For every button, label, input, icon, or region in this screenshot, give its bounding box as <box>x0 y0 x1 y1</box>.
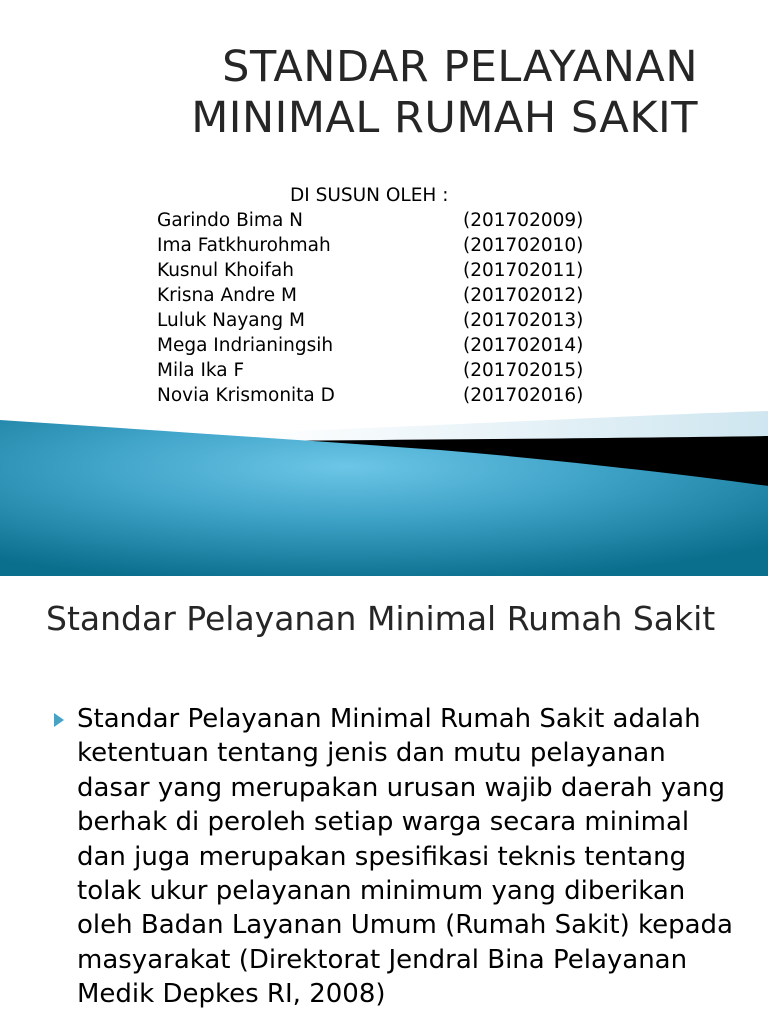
title-line-1: STANDAR PELAYANAN <box>222 42 698 92</box>
member-name: Kusnul Khoifah <box>157 260 294 281</box>
member-id: (201702014) <box>463 335 584 356</box>
wave-light-accent <box>250 411 768 440</box>
member-name: Krisna Andre M <box>157 285 298 306</box>
body-paragraph: Standar Pelayanan Minimal Rumah Sakit adalah ketentuan tentang jenis dan mutu pelayanan dasar yang merupakan urusan wajib daerah yang berhak di peroleh setiap warga secara minimal dan juga merupakan spesifikasi teknis tentang tolak ukur pelayanan minimum yang diberikan oleh Badan Layanan Umum (Rumah Sakit) kepada masyarakat (Direktorat Jendral Bina Pelayanan Medik Depkes RI, 2008) <box>77 704 733 1010</box>
member-name: Mega Indrianingsih <box>157 335 334 356</box>
member-id: (201702013) <box>463 310 584 331</box>
member-id: (201702016) <box>463 385 584 406</box>
member-name: Luluk Nayang M <box>157 310 305 331</box>
member-name: Novia Krismonita D <box>157 385 335 406</box>
member-id: (201702010) <box>463 235 584 256</box>
member-name: Mila Ika F <box>157 360 245 381</box>
member-id: (201702012) <box>463 285 584 306</box>
member-id: (201702011) <box>463 260 584 281</box>
section-heading: Standar Pelayanan Minimal Rumah Sakit <box>46 599 716 638</box>
member-name: Garindo Bima N <box>157 210 303 231</box>
member-id: (201702015) <box>463 360 584 381</box>
credits-heading: DI SUSUN OLEH : <box>290 185 449 206</box>
title-line-2: MINIMAL RUMAH SAKIT <box>191 93 698 143</box>
member-id: (201702009) <box>463 210 584 231</box>
member-name: Ima Fatkhurohmah <box>157 235 331 256</box>
triangle-bullet-icon <box>54 713 64 727</box>
